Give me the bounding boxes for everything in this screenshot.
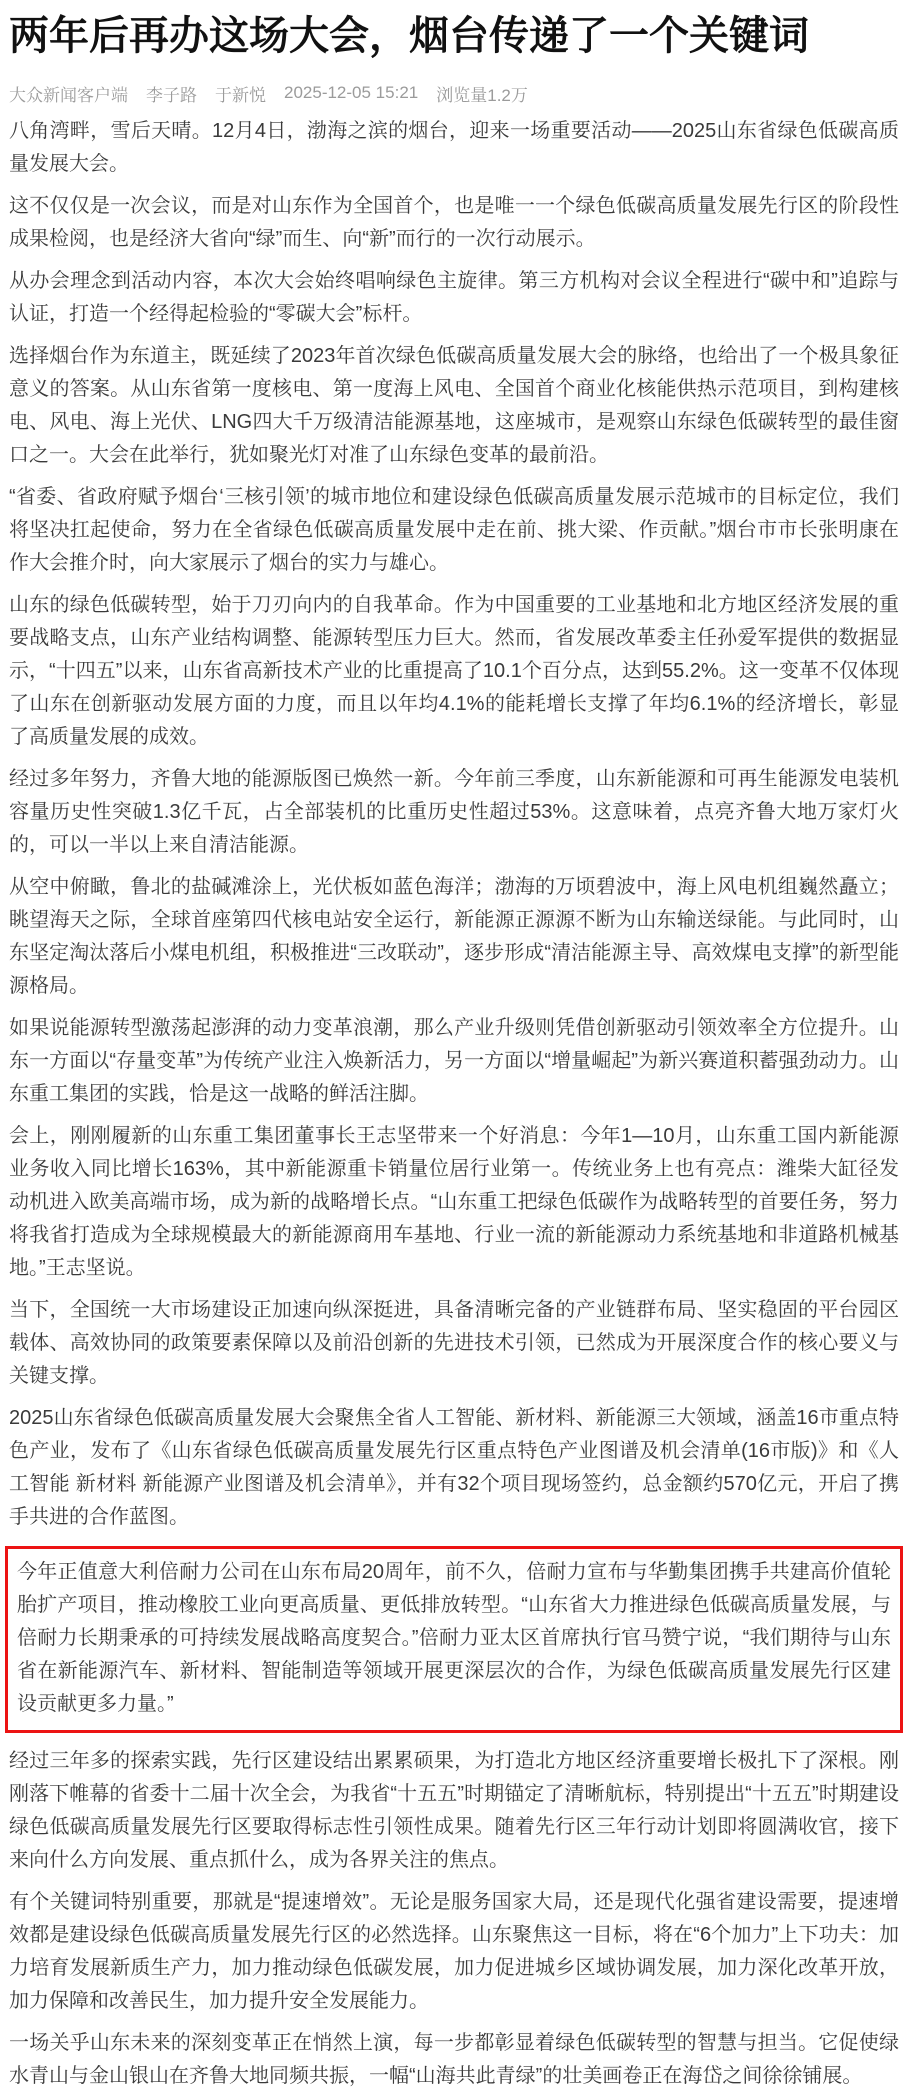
byline (9, 81, 899, 106)
byline-author: 于新悦 (215, 85, 266, 105)
article-paragraph: 八角湾畔，雪后天晴。12月4日，渤海之滨的烟台，迎来一场重要活动——2025山东省绿色低碳高质量发展大会。 (9, 119, 899, 175)
article-paragraph: “省委、省政府赋予烟台‘三核引领’的城市地位和建设绿色低碳高质量发展示范城市的目标定位，我们将坚决扛起使命，努力在全省绿色低碳高质量发展中走在前、挑大梁、作贡献。”烟台市市长张明康在作大会推介时，向大家展示了烟台的实力与雄心。 (9, 485, 899, 574)
article-paragraph: 会上，刚刚履新的山东重工集团董事长王志坚带来一个好消息：今年1—10月，山东重工国内新能源业务收入同比增长163%，其中新能源重卡销量位居行业第一。传统业务上也有亮点：潍柴大缸径发动机进入欧美高端市场，成为新的战略增长点。“山东重工把绿色低碳作为战略转型的首要任务，努力将我省打造成为全球规模最大的新能源商用车基地、行业一流的新能源动力系统基地和非道路机械基地。”王志坚说。 (9, 1124, 899, 1279)
article-paragraph: 一场关乎山东未来的深刻变革正在悄然上演，每一步都彰显着绿色低碳转型的智慧与担当。它促使绿水青山与金山银山在齐鲁大地同频共振，一幅“山海共此青绿”的壮美画卷正在海岱之间徐徐铺展。 (9, 2031, 899, 2087)
article-body (9, 115, 899, 2093)
article-paragraph: 2025山东省绿色低碳高质量发展大会聚焦全省人工智能、新材料、新能源三大领域，涵盖16市重点特色产业，发布了《山东省绿色低碳高质量发展先行区重点特色产业图谱及机会清单(16市版)》和《人工智能 新材料 新能源产业图谱及机会清单》，并有32个项目现场签约，总金额约570亿元，开启了携手共进的合作蓝图。 (9, 1406, 899, 1528)
byline-source: 大众新闻客户端 (9, 85, 128, 105)
article-paragraph: 经过多年努力，齐鲁大地的能源版图已焕然一新。今年前三季度，山东新能源和可再生能源发电装机容量历史性突破1.3亿千瓦，占全部装机的比重历史性超过53%。这意味着，点亮齐鲁大地万家灯火的，可以一半以上来自清洁能源。 (9, 767, 899, 856)
article-paragraph: 山东的绿色低碳转型，始于刀刃向内的自我革命。作为中国重要的工业基地和北方地区经济发展的重要战略支点，山东产业结构调整、能源转型压力巨大。然而，省发展改革委主任孙爱军提供的数据显示，“十四五”以来，山东省高新技术产业的比重提高了10.1个百分点，达到55.2%。这一变革不仅体现了山东在创新驱动发展方面的力度，而且以年均4.1%的能耗增长支撑了年均6.1%的经济增长，彰显了高质量发展的成效。 (9, 593, 899, 748)
article-paragraph: 有个关键词特别重要，那就是“提速增效”。无论是服务国家大局，还是现代化强省建设需要，提速增效都是建设绿色低碳高质量发展先行区的必然选择。山东聚焦这一目标，将在“6个加力”上下功夫：加力培育发展新质生产力，加力推动绿色低碳发展，加力促进城乡区域协调发展，加力深化改革开放，加力保障和改善民生，加力提升安全发展能力。 (9, 1890, 899, 2012)
article-paragraph: 选择烟台作为东道主，既延续了2023年首次绿色低碳高质量发展大会的脉络，也给出了一个极具象征意义的答案。从山东省第一度核电、第一度海上风电、全国首个商业化核能供热示范项目，到构建核电、风电、海上光伏、LNG四大千万级清洁能源基地，这座城市，是观察山东绿色低碳转型的最佳窗口之一。大会在此举行，犹如聚光灯对准了山东绿色变革的最前沿。 (9, 344, 899, 466)
highlighted-paragraph: 今年正值意大利倍耐力公司在山东布局20周年，前不久，倍耐力宣布与华勤集团携手共建高价值轮胎扩产项目，推动橡胶工业向更高质量、更低排放转型。“山东省大力推进绿色低碳高质量发展，与倍耐力长期秉承的可持续发展战略高度契合。”倍耐力亚太区首席执行官马赞宁说，“我们期待与山东省在新能源汽车、新材料、智能制造等领域开展更深层次的合作，为绿色低碳高质量发展先行区建设贡献更多力量。” (17, 1560, 891, 1715)
article-title: 两年后再办这场大会，烟台传递了一个关键词 (9, 14, 809, 58)
byline-view-count: 浏览量1.2万 (436, 85, 528, 105)
article-paragraph: 从办会理念到活动内容，本次大会始终唱响绿色主旋律。第三方机构对会议全程进行“碳中和”追踪与认证，打造一个经得起检验的“零碳大会”标杆。 (9, 269, 899, 325)
article-paragraph: 经过三年多的探索实践，先行区建设结出累累硕果，为打造北方地区经济重要增长极扎下了深根。刚刚落下帷幕的省委十二届十次全会，为我省“十五五”时期锚定了清晰航标，特别提出“十五五”时期建设绿色低碳高质量发展先行区要取得标志性引领性成果。随着先行区三年行动计划即将圆满收官，接下来向什么方向发展、重点抓什么，成为各界关注的焦点。 (9, 1749, 899, 1871)
byline-author: 李子路 (146, 85, 197, 105)
byline-datetime: 2025-12-05 15:21 (284, 83, 419, 103)
article-paragraph: 这不仅仅是一次会议，而是对山东作为全国首个，也是唯一一个绿色低碳高质量发展先行区的阶段性成果检阅，也是经济大省向“绿”而生、向“新”而行的一次行动展示。 (9, 194, 899, 250)
article-paragraph: 当下，全国统一大市场建设正加速向纵深挺进，具备清晰完备的产业链群布局、坚实稳固的平台园区载体、高效协同的政策要素保障以及前沿创新的先进技术引领，已然成为开展深度合作的核心要义与关键支撑。 (9, 1298, 899, 1387)
article-paragraph: 从空中俯瞰，鲁北的盐碱滩涂上，光伏板如蓝色海洋；渤海的万顷碧波中，海上风电机组巍然矗立；眺望海天之际，全球首座第四代核电站安全运行，新能源正源源不断为山东输送绿能。与此同时，山东坚定淘汰落后小煤电机组，积极推进“三改联动”，逐步形成“清洁能源主导、高效煤电支撑”的新型能源格局。 (9, 875, 899, 997)
highlight-box (5, 1546, 903, 1733)
article-paragraph: 如果说能源转型激荡起澎湃的动力变革浪潮，那么产业升级则凭借创新驱动引领效率全方位提升。山东一方面以“存量变革”为传统产业注入焕新活力，另一方面以“增量崛起”为新兴赛道积蓄强劲动力。山东重工集团的实践，恰是这一战略的鲜活注脚。 (9, 1016, 899, 1105)
